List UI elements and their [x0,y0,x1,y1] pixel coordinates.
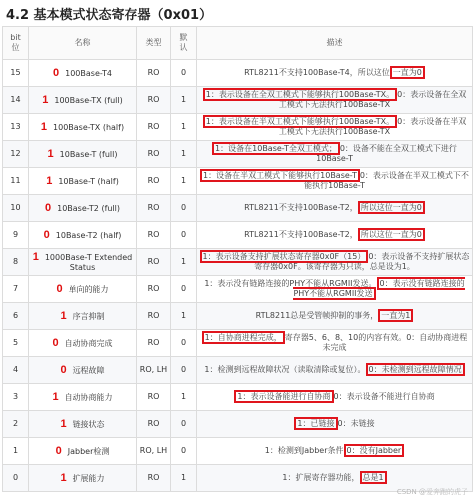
description-tail: 0：设备不能在全双工模式下进行10Base-T [316,144,457,163]
description-text: 1：扩展寄存器功能， [282,473,360,482]
table-row [3,303,473,330]
bit-cell: 1 [3,438,29,465]
highlighted-description: 一直为0 [390,66,425,79]
table-row [3,411,473,438]
default-cell: 1 [171,303,197,330]
description-cell [197,411,473,438]
table-row [3,330,473,357]
field-name: 自动协商完成 [64,338,113,348]
field-name: 序言抑制 [72,311,105,321]
table-row [3,438,473,465]
description-tail: 0：表示设备在半双工模式下无法执行100Base-TX [278,117,467,136]
value-annotation: 1 [46,174,53,187]
default-cell: 0 [171,330,197,357]
bit-cell: 4 [3,357,29,384]
description-cell [197,222,473,249]
type-cell: RO [137,303,171,330]
table-body [3,60,473,492]
type-cell: RO [137,384,171,411]
description-text: 1：检测到远程故障状况（读取清除或复位）。 [204,365,366,374]
bit-cell: 0 [3,465,29,492]
bit-cell: 15 [3,60,29,87]
highlighted-description: 1：表示设备在全双工模式下能够执行100Base-TX。 [203,88,397,101]
highlighted-description: 0：表示没有链路连接的PHY不能从RGMII发送 [293,279,465,298]
description-text: 1：表示没有链路连接的PHY不能从RGMII发送。 [204,279,377,288]
type-cell: RO [137,195,171,222]
highlighted-description: 1：表示设备在半双工模式下能够执行100Base-TX。 [203,115,397,128]
type-cell: RO [137,330,171,357]
highlighted-description: 0：没有Jabber [344,444,405,457]
table-row [3,276,473,303]
highlighted-description: 1：表示设备支持扩展状态寄存器0x0F（15） [200,250,369,263]
name-cell [29,249,137,276]
field-name: 10Base-T2 (full) [57,203,121,213]
type-cell: RO [137,87,171,114]
default-cell: 1 [171,465,197,492]
value-annotation: 0 [43,228,50,241]
name-cell [29,384,137,411]
header-default: 默 认 [171,27,197,60]
highlighted-description: 1：设备在半双工模式下能够执行10Base-T [200,169,360,182]
bit-cell: 11 [3,168,29,195]
field-name: 扩展能力 [72,473,105,483]
description-cell [197,249,473,276]
value-annotation: 1 [32,250,39,263]
table-row [3,195,473,222]
highlighted-description: 所以这位一直为0 [358,201,425,214]
description-cell [197,87,473,114]
description-cell [197,357,473,384]
highlighted-description: 1：自协商进程完成， [202,331,285,344]
type-cell: RO [137,276,171,303]
bit-cell: 3 [3,384,29,411]
default-cell: 1 [171,87,197,114]
type-cell: RO [137,168,171,195]
highlighted-description: 总是1 [360,471,387,484]
value-annotation: 1 [52,390,59,403]
description-text: 1：检测到Jabber条件 [264,446,344,455]
default-cell: 1 [171,114,197,141]
table-row [3,222,473,249]
value-annotation: 0 [56,282,63,295]
field-name: 100Base-TX (full) [54,95,123,105]
table-row [3,249,473,276]
name-cell [29,195,137,222]
bit-cell: 14 [3,87,29,114]
default-cell: 1 [171,168,197,195]
default-cell: 0 [171,411,197,438]
type-cell: RO [137,411,171,438]
name-cell [29,87,137,114]
type-cell: RO [137,60,171,87]
description-tail: 0：未链接 [337,419,375,428]
bit-cell: 13 [3,114,29,141]
description-cell [197,141,473,168]
name-cell [29,168,137,195]
bit-cell: 5 [3,330,29,357]
header-description: 描述 [197,27,473,60]
field-name: 10Base-T (full) [59,149,118,159]
type-cell: RO [137,114,171,141]
name-cell [29,330,137,357]
default-cell: 1 [171,141,197,168]
type-cell: RO [137,141,171,168]
value-annotation: 0 [52,66,60,79]
table-row [3,141,473,168]
description-text: RTL8211不支持100Base-T4，所以这位 [244,68,390,77]
bit-cell: 8 [3,249,29,276]
description-cell [197,384,473,411]
value-annotation: 1 [60,471,67,484]
description-cell [197,195,473,222]
description-cell [197,60,473,87]
default-cell: 0 [171,357,197,384]
value-annotation: 0 [60,363,67,376]
bit-cell: 9 [3,222,29,249]
default-cell: 1 [171,249,197,276]
name-cell [29,357,137,384]
description-cell [197,276,473,303]
type-cell: RO [137,222,171,249]
name-cell [29,303,137,330]
table-row [3,384,473,411]
register-table [2,26,473,492]
description-tail: 0：表示设备在全双工模式下无法执行100Base-TX [278,90,467,109]
section-title: 4.2 基本模式状态寄存器（0x01） [6,8,213,23]
value-annotation: 1 [42,93,49,106]
default-cell: 0 [171,276,197,303]
field-name: 1000Base-T Extended Status [44,252,133,272]
type-cell: RO [137,249,171,276]
field-name: 自动协商能力 [64,392,113,402]
highlighted-description: 一直为1 [378,309,413,322]
field-name: 100Base-T4 [65,68,112,78]
default-cell: 0 [171,60,197,87]
highlighted-description: 1：表示设备能进行自协商 [234,390,333,403]
bit-cell: 10 [3,195,29,222]
value-annotation: 1 [40,120,48,133]
watermark: CSDN @爱奔跑的虎子 [396,488,468,496]
header-type: 类型 [137,27,171,60]
table-row [3,60,473,87]
bit-cell: 2 [3,411,29,438]
field-name: 远程故障 [72,365,105,375]
description-cell [197,168,473,195]
description-tail: 寄存器5、6、8、10的内容有效。0：自动协商进程未完成 [284,333,468,352]
highlighted-description: 0：未检测到远程故障情况 [366,363,465,376]
field-name: Jabber检测 [67,446,110,456]
header-name: 名称 [29,27,137,60]
field-name: 10Base-T2 (half) [55,230,122,240]
name-cell [29,465,137,492]
value-annotation: 0 [52,336,59,349]
table-row [3,357,473,384]
header-row [3,27,473,60]
field-name: 链接状态 [72,419,105,429]
name-cell [29,141,137,168]
default-cell: 0 [171,438,197,465]
name-cell [29,114,137,141]
highlighted-description: 1：已链接 [294,417,337,430]
name-cell [29,222,137,249]
description-cell [197,114,473,141]
highlighted-description: 所以这位一直为0 [358,228,425,241]
name-cell [29,60,137,87]
description-tail: 0：表示设备不能进行自协商 [333,392,435,401]
value-annotation: 1 [47,147,54,160]
type-cell: RO, LH [137,357,171,384]
description-tail: 0：表示设备不支持扩展状态寄存器0x0F。该寄存器为只读，总是设为1。 [254,252,470,271]
field-name: 10Base-T (half) [58,176,119,186]
type-cell: RO, LH [137,438,171,465]
table-row [3,168,473,195]
description-text: RTL8211不支持100Base-T2， [244,230,358,239]
description-tail: 0：表示设备在半双工模式下不能执行10Base-T [304,171,469,190]
default-cell: 0 [171,195,197,222]
description-cell [197,438,473,465]
value-annotation: 1 [60,417,67,430]
field-name: 单向的能力 [68,284,109,294]
description-text: RTL8211总是受管帧抑制的事务， [255,311,379,320]
name-cell [29,438,137,465]
default-cell: 0 [171,222,197,249]
name-cell [29,411,137,438]
description-cell [197,303,473,330]
value-annotation: 1 [60,309,67,322]
header-bit: bit 位 [3,27,29,60]
table-row [3,87,473,114]
bit-cell: 12 [3,141,29,168]
bit-cell: 6 [3,303,29,330]
value-annotation: 0 [44,201,52,214]
value-annotation: 0 [55,444,62,457]
table-row [3,114,473,141]
highlighted-description: 1：设备在10Base-T全双工模式； [212,142,340,155]
default-cell: 1 [171,384,197,411]
type-cell: RO [137,465,171,492]
field-name: 100Base-TX (half) [53,122,125,132]
description-cell [197,330,473,357]
bit-cell: 7 [3,276,29,303]
description-text: RTL8211不支持100Base-T2， [244,203,358,212]
name-cell [29,276,137,303]
